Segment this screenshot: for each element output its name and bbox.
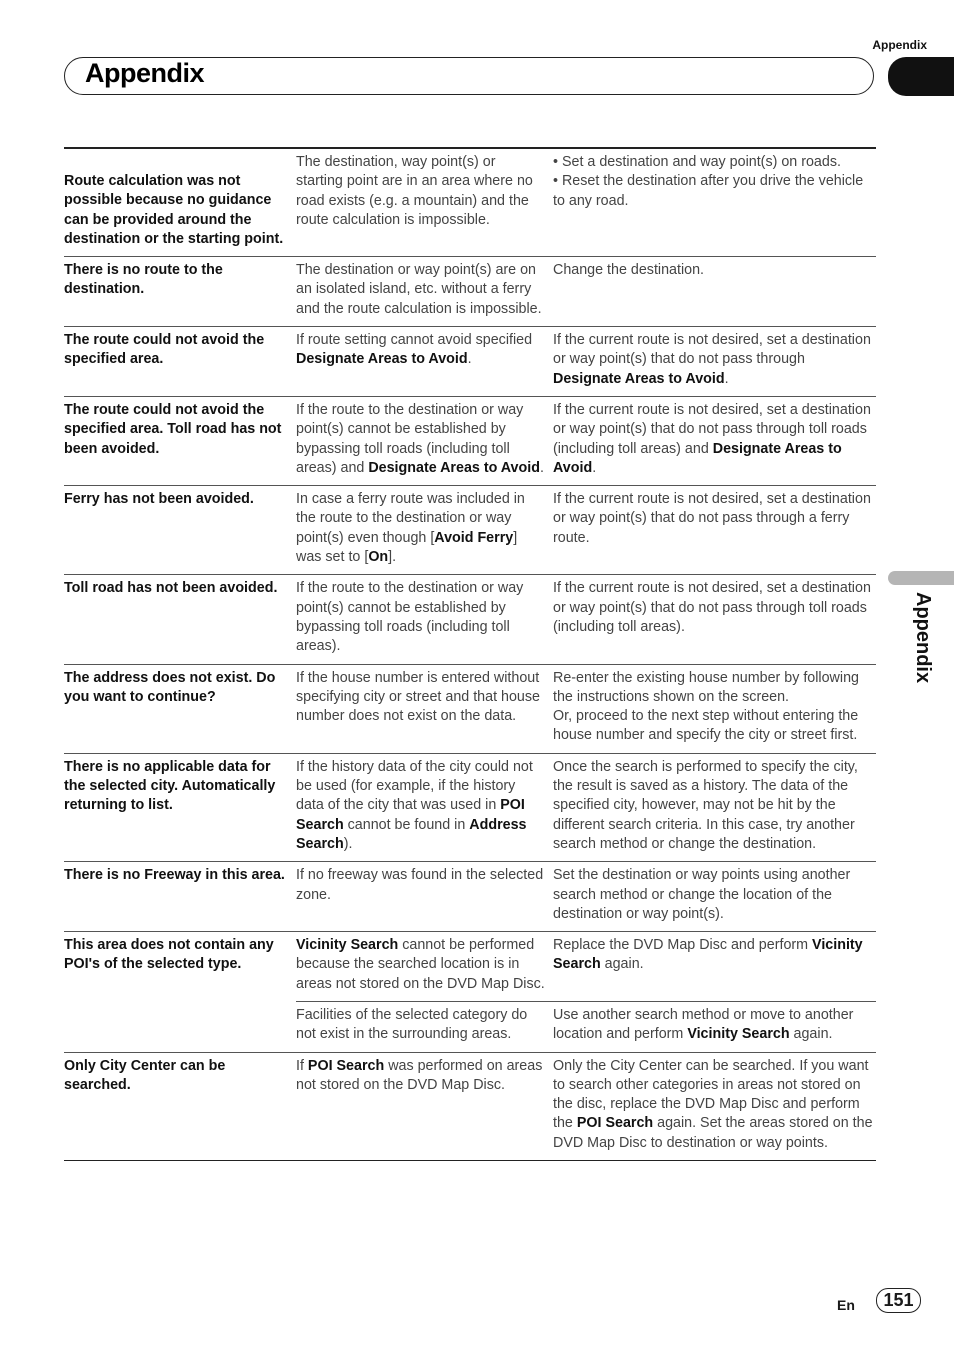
action-line: • Reset the destination after you drive the vehicle to any road. bbox=[553, 173, 864, 209]
message-cell: The route could not avoid the specified area. Toll road has not been avoided. bbox=[64, 401, 282, 457]
table-row bbox=[64, 326, 876, 396]
message-cell: Only City Center can be searched. bbox=[64, 1057, 226, 1093]
action-cell: Use another search method or move to another location and perform Vicinity Search again. bbox=[553, 1006, 854, 1043]
message-cell: There is no applicable data for the selected city. Automatically returning to list. bbox=[64, 758, 276, 814]
cause-cell: The destination or way point(s) are on an isolated island, etc. without a ferry and the route calculation is impossible. bbox=[296, 262, 542, 317]
message-table bbox=[64, 147, 876, 1161]
table-row bbox=[64, 149, 876, 256]
cause-cell: The destination, way point(s) or starting point are in an area where no road exists (e.g. a mountain) and the route calculation is impossible. bbox=[296, 154, 533, 228]
action-cell: Set the destination or way points using another search method or change the location of the destination or way point(s). bbox=[553, 867, 851, 922]
cause-cell: If the house number is entered without specifying city or street and that house number does not exist on the data. bbox=[296, 669, 540, 725]
message-cell: Toll road has not been avoided. bbox=[64, 580, 278, 597]
table-row bbox=[64, 861, 876, 931]
page-title: Appendix bbox=[85, 58, 205, 88]
cause-cell: If POI Search was performed on areas not stored on the DVD Map Disc. bbox=[296, 1057, 543, 1093]
cause-cell: If the route to the destination or way point(s) cannot be established by bypassing toll roads (including toll areas) and Designate Areas to Avoid. bbox=[296, 401, 544, 476]
action-line: • Set a destination and way point(s) on roads. bbox=[553, 154, 841, 170]
action-line: Re-enter the existing house number by following the instructions shown on the screen. bbox=[553, 669, 859, 705]
table-row bbox=[64, 753, 876, 861]
action-cell: Only the City Center can be searched. If you want to search other categories in areas not stored on the disc, replace the DVD Map Disc and perform the POI Search again. Set the areas stored on the DVD Map Disc to destination or way points. bbox=[553, 1057, 873, 1151]
message-cell: The address does not exist. Do you want to continue? bbox=[64, 669, 276, 705]
action-cell: Change the destination. bbox=[553, 262, 705, 279]
cause-cell: Vicinity Search cannot be performed because the searched location is in areas not stored on the DVD Map Disc. bbox=[296, 937, 545, 992]
sub-rows bbox=[296, 932, 876, 1051]
action-cell: If the current route is not desired, set a destination or way point(s) that do not pass through a ferry route. bbox=[553, 491, 871, 546]
message-cell: Ferry has not been avoided. bbox=[64, 491, 254, 508]
section-tab-black bbox=[888, 57, 954, 96]
table-row bbox=[64, 396, 876, 485]
message-cell: Route calculation was not possible because no guidance can be provided around the destination or the starting point. bbox=[64, 173, 284, 247]
sub-row bbox=[296, 1001, 876, 1052]
table-row bbox=[64, 485, 876, 574]
message-cell: The route could not avoid the specified area. bbox=[64, 332, 265, 368]
action-cell bbox=[553, 665, 876, 753]
action-cell: Once the search is performed to specify the city, the result is saved as a history. The data of the specified city, however, may not be hit by the different search criteria. In this case, try another search method or change the destination. bbox=[553, 758, 858, 852]
language-code: En bbox=[837, 1297, 855, 1313]
running-head: Appendix bbox=[872, 38, 927, 52]
sub-row bbox=[296, 932, 876, 1001]
action-line: Or, proceed to the next step without entering the house number and specify the city or street first. bbox=[553, 708, 859, 744]
action-cell: If the current route is not desired, set a destination or way point(s) that do not pass through toll roads (including toll areas) and Designate Areas to Avoid. bbox=[553, 401, 871, 476]
message-cell: This area does not contain any POI's of the selected type. bbox=[64, 937, 274, 973]
cause-cell: If the route to the destination or way point(s) cannot be established by bypassing toll roads (including toll areas). bbox=[296, 580, 524, 655]
action-cell: If the current route is not desired, set a destination or way point(s) that do not pass through toll roads (including toll areas). bbox=[553, 580, 871, 635]
table-row bbox=[64, 256, 876, 326]
cause-cell: If the history data of the city could not be used (for example, if the history data of the city that was used in POI Search cannot be found in Address Search). bbox=[296, 758, 533, 852]
message-cell: There is no Freeway in this area. bbox=[64, 867, 285, 884]
table-row bbox=[64, 664, 876, 753]
cause-cell: Facilities of the selected category do not exist in the surrounding areas. bbox=[296, 1006, 528, 1043]
cause-cell: In case a ferry route was included in the route to the destination or way point(s) even though [Avoid Ferry] was set to [On]. bbox=[296, 491, 525, 566]
section-tab-grey bbox=[888, 571, 954, 585]
cause-cell: If no freeway was found in the selected zone. bbox=[296, 867, 544, 903]
action-cell bbox=[553, 149, 876, 256]
action-cell: Replace the DVD Map Disc and perform Vicinity Search again. bbox=[553, 937, 863, 973]
table-row bbox=[64, 574, 876, 663]
message-cell: There is no route to the destination. bbox=[64, 262, 223, 298]
table-row bbox=[64, 1052, 876, 1160]
table-row bbox=[64, 931, 876, 1051]
action-cell: If the current route is not desired, set a destination or way point(s) that do not pass through Designate Areas to Avoid. bbox=[553, 332, 871, 387]
page-number: 151 bbox=[876, 1288, 921, 1313]
side-section-label: Appendix bbox=[912, 592, 934, 684]
cause-cell: If route setting cannot avoid specified Designate Areas to Avoid. bbox=[296, 332, 533, 368]
